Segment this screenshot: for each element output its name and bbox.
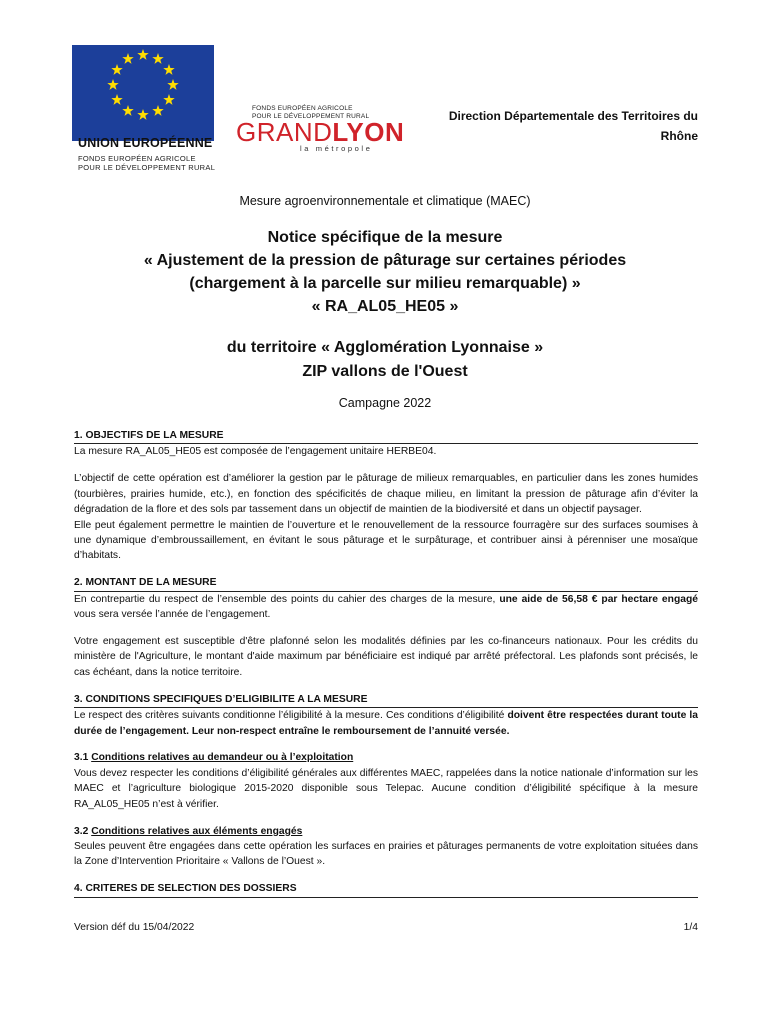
eu-star-icon — [111, 94, 122, 105]
eu-star-icon — [111, 64, 122, 75]
grandlyon-logo — [236, 118, 404, 146]
section-heading: 4. CRITERES DE SELECTION DES DOSSIERS — [74, 881, 698, 897]
paragraph: Votre engagement est susceptible d'être plafonné selon les modalités définies par les co-financeurs nationaux. Pour les crédits du ministère de l'Agriculture, le montant d'aide maximum par bénéficiaire est indiqué par arrêté préfectoral. Les plafonds sont précisés, le cas échéant, dans la notice territoire. — [74, 635, 698, 678]
paragraph: La mesure RA_AL05_HE05 est composée de l’engagement unitaire HERBE04. — [74, 446, 437, 458]
paragraph — [74, 592, 698, 623]
grandlyon-lyon: LYON — [332, 117, 405, 147]
subsection-title: Conditions relatives au demandeur ou à l’exploitation — [91, 752, 354, 764]
eu-logo-title: UNION EUROPÉENNE — [78, 136, 213, 150]
eu-star-icon — [163, 64, 174, 75]
grandlyon-subtitle-line2: POUR LE DÉVELOPPEMENT RURAL — [252, 113, 370, 120]
paragraph: Seules peuvent être engagées dans cette opération les surfaces en prairies et pâturages permanents de votre exploitation situées dans la Zone d’Intervention Prioritaire « Vallons de l’Ouest ». — [74, 840, 698, 868]
eu-star-icon — [163, 94, 174, 105]
notice-title — [70, 226, 700, 318]
subsection-title: Conditions relatives aux éléments engagés — [91, 825, 303, 837]
page-footer — [74, 922, 698, 933]
text-run: vous sera versée l’année de l’engagement. — [74, 609, 271, 621]
eu-star-icon — [137, 109, 148, 120]
grandlyon-metropole: la métropole — [300, 144, 373, 153]
aide-amount: une aide de 56,58 € par hectare engagé — [499, 593, 698, 605]
eu-logo-subtitle-line2: POUR LE DÉVELOPPEMENT RURAL — [78, 163, 216, 172]
territoire-title — [70, 336, 700, 384]
maec-label: Mesure agroenvironnementale et climatique (MAEC) — [239, 194, 531, 208]
grandlyon-grand: GRAND — [236, 117, 333, 147]
eu-star-icon — [122, 105, 133, 116]
eu-star-icon — [152, 53, 163, 64]
eu-logo-subtitle-line1: FONDS EUROPÉEN AGRICOLE — [78, 154, 196, 163]
paragraph: Vous devez respecter les conditions d’éligibilité générales aux différentes MAEC, rappelées dans la notice nationale d’information sur les MAEC et l’agriculture biologique 2015-2020 disponible sous Telepac. Aucune condition d’éligibilité spécifique à la mesure RA_AL05_HE05 n’est à vérifier. — [74, 767, 698, 810]
campagne-label: Campagne 2022 — [338, 396, 432, 410]
eu-star-icon — [122, 53, 133, 64]
paragraph — [74, 708, 698, 739]
text-run: En contrepartie du respect de l’ensemble des points du cahier des charges de la mesure, — [74, 593, 500, 605]
territoire-line1: du territoire « Agglomération Lyonnaise » — [226, 339, 544, 356]
eu-flag-icon — [72, 45, 214, 141]
paragraph: Elle peut également permettre le maintien de l’ouverture et le renouvellement de la ressource fourragère sur des surfaces soumises à une dynamique d’embroussaillement, en évitant le sous pâturage et le surpâturage, et contribuer ainsi à pérenniser une mosaïque d’habitats. — [74, 519, 698, 562]
direction-line2: Rhône — [660, 129, 698, 143]
version-label: Version déf du 15/04/2022 — [74, 922, 195, 933]
document-body — [74, 428, 698, 898]
paragraph: L’objectif de cette opération est d’améliorer la gestion par le pâturage de milieux remarquables, en particulier dans les zones humides (tourbières, prairies humide, etc.), en fonction des spécificités de chaque milieu, en limitant la pression de pâturage afin d’éviter la dégradation de la flore et des sols par tassement dans un objectif de maintien de la biodiversité et dans un objectif paysager. — [74, 473, 698, 516]
subsection-heading — [74, 824, 698, 839]
direction-header — [380, 106, 698, 146]
subsection-number: 3.2 — [74, 825, 92, 837]
text-run: Le respect des critères suivants conditionne l’éligibilité à la mesure. Ces conditions d’éligibilité — [74, 710, 508, 722]
bold-condition: doivent être respectées durant toute la durée de l’engagement. Leur non-respect entraîne le remboursement de l’annuité versée. — [74, 710, 699, 737]
eu-star-icon — [167, 79, 178, 90]
title-line1: Notice spécifique de la mesure — [267, 229, 503, 246]
section-heading: 2. MONTANT DE LA MESURE — [74, 575, 698, 591]
section-heading: 3. CONDITIONS SPECIFIQUES D’ELIGIBILITE A LA MESURE — [74, 692, 698, 708]
eu-star-icon — [152, 105, 163, 116]
page-number: 1/4 — [683, 922, 698, 933]
territoire-line2: ZIP vallons de l'Ouest — [302, 363, 468, 380]
title-line4: « RA_AL05_HE05 » — [311, 298, 459, 315]
eu-star-icon — [107, 79, 118, 90]
direction-line1: Direction Départementale des Territoires du — [448, 109, 698, 123]
section-heading: 1. OBJECTIFS DE LA MESURE — [74, 428, 698, 444]
subsection-heading — [74, 750, 698, 765]
title-line3: (chargement à la parcelle sur milieu remarquable) » — [189, 275, 581, 292]
eu-stars — [72, 45, 214, 141]
eu-star-icon — [137, 49, 148, 60]
title-line2: « Ajustement de la pression de pâturage sur certaines périodes — [143, 252, 627, 269]
grandlyon-subtitle-line1: FONDS EUROPÉEN AGRICOLE — [252, 105, 353, 112]
subsection-number: 3.1 — [74, 752, 92, 764]
eu-logo-subtitle — [78, 154, 215, 172]
